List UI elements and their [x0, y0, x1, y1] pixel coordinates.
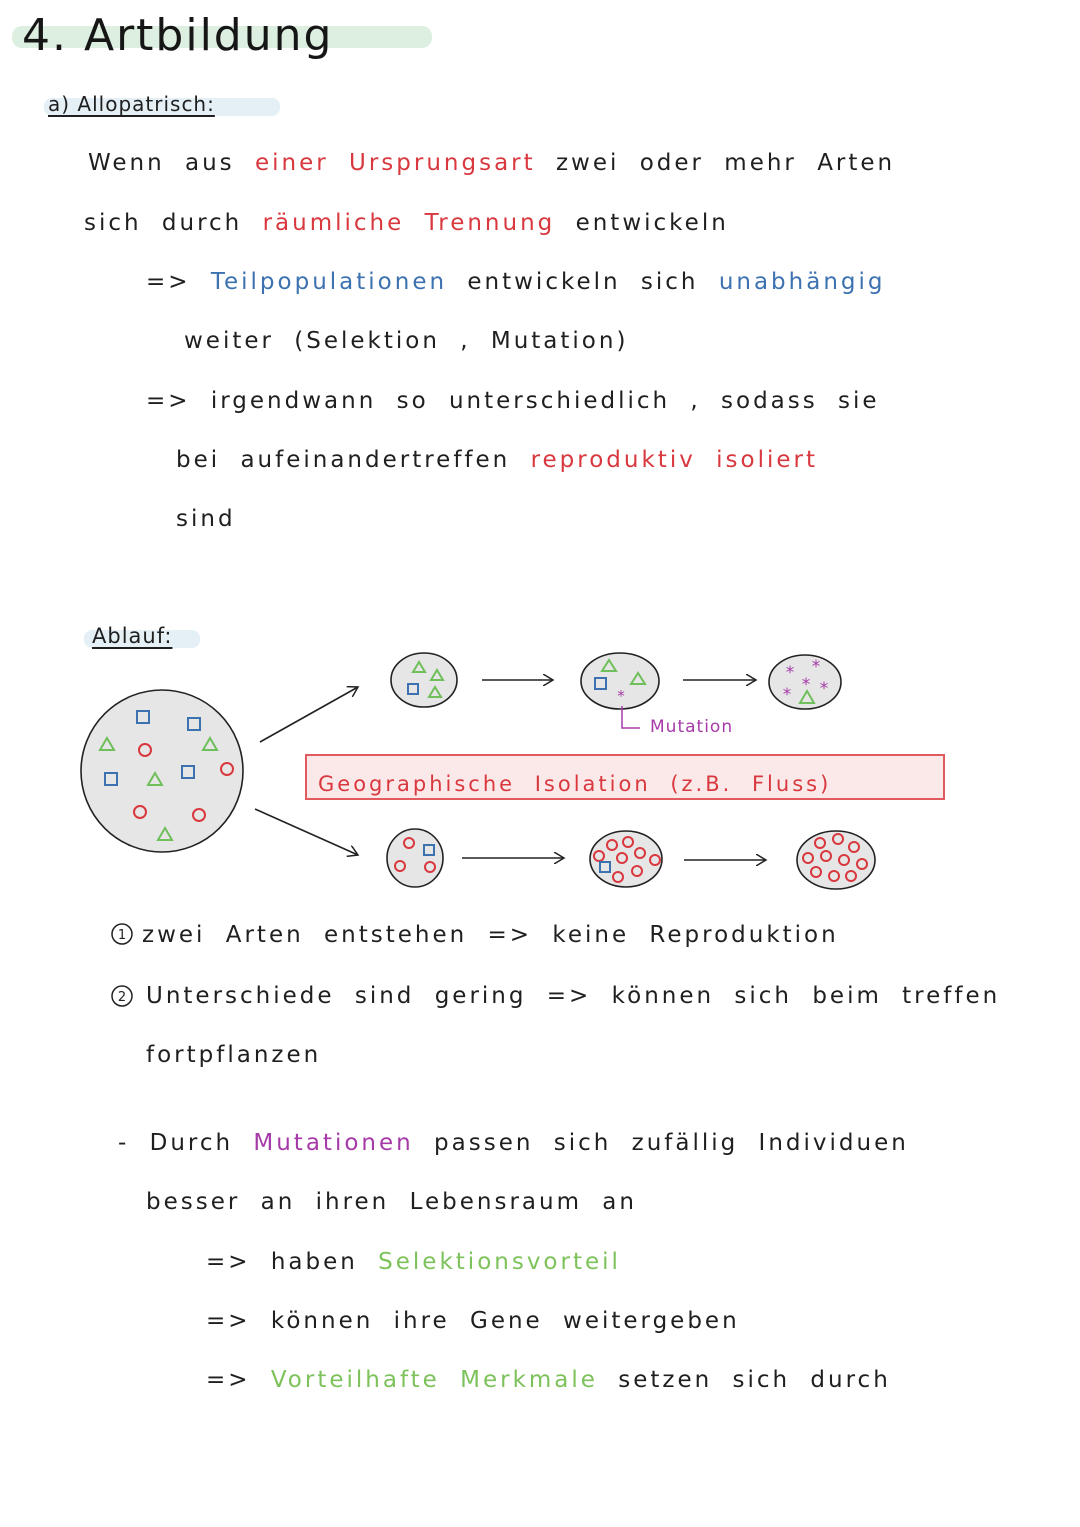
text-segment: - Durch — [118, 1130, 234, 1156]
highlight-raeumliche-trennung: räumliche Trennung — [262, 210, 556, 236]
upper-population-1 — [391, 653, 457, 707]
lower-population-2 — [590, 831, 662, 887]
title-number: 4. — [22, 10, 68, 61]
definition-line-5: => irgendwann so unterschiedlich , sodass sie — [146, 388, 880, 414]
text-segment: Wenn aus — [88, 150, 235, 176]
implies-arrow: => — [146, 269, 191, 295]
highlight-unabhaengig: unabhängig — [718, 269, 886, 295]
svg-text:*: * — [785, 663, 795, 683]
highlight-vorteilhafte-merkmale: Vorteilhafte Merkmale — [270, 1367, 598, 1393]
subheading-allopatrisch: a) Allopatrisch: — [48, 92, 215, 116]
svg-text:*: * — [782, 685, 792, 705]
highlight-reproduktiv-isoliert: reproduktiv isoliert — [530, 447, 818, 473]
title-text: Artbildung — [83, 10, 334, 61]
upper-population-3 — [769, 655, 841, 709]
mutation-line-2: besser an ihren Lebensraum an — [146, 1189, 637, 1215]
lower-population-1 — [387, 829, 443, 887]
arrow-to-upper-branch — [260, 687, 358, 742]
highlight-selektionsvorteil: Selektionsvorteil — [378, 1249, 621, 1275]
ablauf-label: Ablauf: — [92, 624, 173, 648]
mutation-label: Mutation — [650, 717, 734, 737]
mutation-line-1 — [118, 1130, 909, 1156]
svg-text:*: * — [617, 687, 625, 705]
isolation-label: Geographische Isolation (z.B. Fluss) — [318, 772, 832, 796]
text-segment: zwei oder mehr Arten — [555, 150, 896, 176]
svg-text:*: * — [819, 679, 829, 699]
mutation-line-4: => können ihre Gene weitergeben — [206, 1308, 740, 1334]
text-segment: entwickeln sich — [467, 269, 699, 295]
arrow-to-lower-branch — [255, 809, 358, 855]
text-segment: bei aufeinandertreffen — [176, 447, 511, 473]
outcome-1-number: 1 — [117, 928, 127, 943]
text-segment: setzen sich durch — [618, 1367, 891, 1393]
upper-population-2 — [581, 653, 659, 709]
text-segment: passen sich zufällig Individuen — [434, 1130, 909, 1156]
mutation-line-5 — [206, 1367, 891, 1393]
svg-text:*: * — [811, 657, 821, 677]
outcome-2-text: Unterschiede sind gering => können sich beim treffen — [146, 983, 1001, 1009]
text-segment: => haben — [206, 1249, 358, 1275]
mutation-line-3 — [206, 1249, 621, 1275]
lower-population-3 — [797, 831, 875, 889]
text-segment: sich durch — [84, 210, 243, 236]
text-segment: => — [206, 1367, 251, 1393]
highlight-teilpopulationen: Teilpopulationen — [210, 269, 448, 295]
definition-line-4: weiter (Selektion , Mutation) — [184, 328, 629, 354]
definition-line-7: sind — [176, 506, 236, 532]
outcome-2-number: 2 — [117, 990, 127, 1005]
outcome-2-continuation: fortpflanzen — [146, 1042, 322, 1068]
outcome-1-text: zwei Arten entstehen => keine Reproduktion — [142, 922, 839, 948]
text-segment: entwickeln — [575, 210, 729, 236]
svg-text:*: * — [801, 675, 811, 695]
original-population — [81, 690, 243, 852]
highlight-mutationen: Mutationen — [253, 1130, 414, 1156]
highlight-ursprungsart: einer Ursprungsart — [254, 150, 536, 176]
